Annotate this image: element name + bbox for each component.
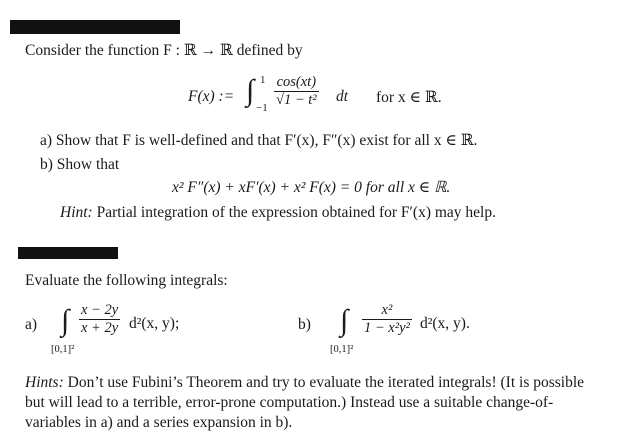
redaction-bar-middle [18, 247, 118, 259]
integral-a-fraction [79, 302, 120, 337]
integral-a-label: a) [25, 316, 38, 333]
integral-a-numerator: x − 2y [81, 302, 119, 318]
integral-b-numerator: x² [381, 302, 393, 318]
evaluate-text: Evaluate the following integrals: [25, 272, 228, 289]
integral-b-denominator: 1 − x²y² [364, 320, 410, 336]
part-b-text: b) Show that [40, 156, 120, 173]
integrand-fraction [274, 74, 319, 109]
differential-dt: dt [336, 88, 349, 105]
integral-a [25, 302, 225, 362]
hints-text: Don’t use Fubini’s Theorem and try to evaluate the iterated integrals! (It is possible but will lead to a terrible, error-prone computation.) Instead use a suitable change-of-variables in a) and a series expansion in b). [25, 374, 585, 431]
integral-upper-limit: 1 [260, 74, 266, 86]
integral-lower-limit: −1 [256, 102, 268, 114]
integral-sign: ∫ [246, 74, 255, 107]
integral-b-fraction [362, 302, 412, 337]
integral-b-label: b) [298, 316, 311, 333]
integral-a-measure: d²(x, y); [129, 315, 180, 332]
integral-a-domain: [0,1]² [51, 344, 75, 355]
hint-label: Hint: [60, 204, 93, 221]
integral-b-domain: [0,1]² [330, 344, 354, 355]
definition-condition: for x ∈ ℝ. [376, 89, 442, 106]
intro-text: Consider the function F : ℝ → ℝ defined by [25, 42, 303, 59]
integral-a-denominator: x + 2y [81, 320, 119, 336]
integral-b-sign: ∫ [340, 304, 349, 337]
hint-line [60, 204, 496, 222]
integral-b-measure: d²(x, y). [420, 315, 470, 332]
hint-text: Partial integration of the expression obtained for F′(x) may help. [92, 204, 496, 221]
definition-lhs: F(x) := [188, 88, 235, 105]
hints-paragraph [25, 373, 585, 433]
integrand-denominator: √1 − t² [276, 92, 317, 108]
part-a-text: a) Show that F is well-defined and that F′(x), F″(x) exist for all x ∈ ℝ. [40, 132, 478, 149]
integral-b [298, 302, 518, 362]
integral-a-sign: ∫ [61, 304, 70, 337]
integrand-numerator: cos(xt) [276, 74, 317, 90]
ode-equation: x² F″(x) + xF′(x) + x² F(x) = 0 for all x ∈ ℝ. [172, 179, 451, 196]
redaction-bar-top [10, 20, 180, 34]
hints-label: Hints: [25, 374, 64, 391]
